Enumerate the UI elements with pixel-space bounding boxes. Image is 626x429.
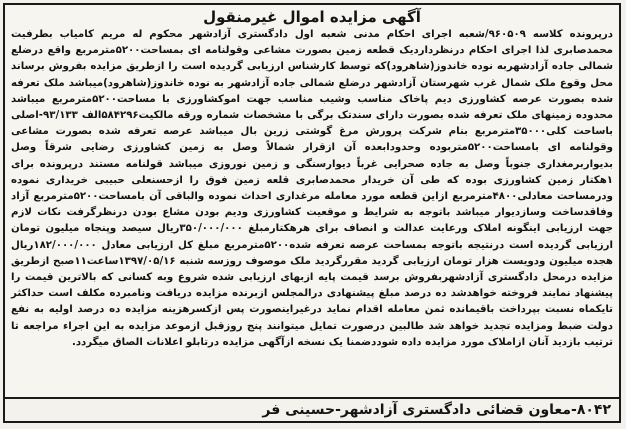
notice-body [5,27,619,351]
notice-footer: ۸۰۴۲-معاون قضائی دادگستری آزادشهر-حسینی فر [5,397,619,421]
auction-notice [3,3,621,423]
notice-title: آگهی مزایده اموال غیرمنقول [203,8,421,26]
notice-body-text: درپرونده کلاسه ۹۶۰۵۰۹/شعبه اجرای احکام مدنی شعبه اول دادگستری آزادشهر محکوم له مریم کامیاب بطرفیت محمدصابری لذا اجرای احکام درنظرداردیک قطعه زمین بصورت مشاعی وقولنامه ای بمساحت۵۲۰۰مترمربع واقع درضلع شمالی جاده آزادشهربه نوده خاندوز(شاهرود)که توسط کارشناس ارزیابی گردیده است را ازطریق مزایده بفروش برساند محل وقوع ملک شمال غرب شهرستان آزادشهر درضلع شمالی جاده آزادشهر به نوده خاندوز(شاهرود)میباشد ملک تعرفه شده بصورت عرصه کشاورزی دیم پاخاک مناسب وشیب مناسب جهت اموکشاورزی با مساحت۵۲۰۰مترمربع میباشد محدوده زمینهای ملک تعرفه شده بصورت دارای سندتک برگی با مشخصات شماره ورقه مالکیت۵۸۴۲۹۶الف ۹۳/۱۳۳-اصلی باساحت کلی۳۵۰۰۰مترمربع بنام شرکت پرورش مرغ گوشتی زرین بال میباشد عرصه تعرفه شده بصورت مشاعی وقولنامه ای بامساحت۵۲۰۰متربوده وحدودابعده آن ازقرار شمالاً وصل به زمین کشاورزی رضایی شرقاً وصل بدیواربرمغداری جنوباً وصل به جاده صحرایی غرباً دیوارسنگی و زمین نوروزی میباشد قولنامه مستند درپرونده برای ۱هکتار زمین کشاورزی بوده که طی آن خریدار محمدصابری قلعه زمین فوق را ازحسنعلی حبیبی خریداری نموده ودرمساحت معادلی۴۸۰۰مترمربع ازاین قطعه مورد معامله مرغداری احداث نموده والباقی آن بامساحت۵۲۰۰مترمربع آزاد وفاقدساخت وسازدیوار میباشد باتوجه به شرایط و موقعیت کشاورزی ودیم بودن مشاع بودن درنظرگرفت نکات لازم جهت ارزیابی اینگونه املاک ورعایت عدالت و انصاف برای هرهکتارمبلغ ۳۵۰/۰۰۰/۰۰۰ریال سیصد وپنجاه میلیون تومان ارزیابی گردیده است درنتیجه باتوجه بمساحت عرصه تعرفه شده۵۲۰۰مترمربع مبلغ کل ارزیابی معادل ۱۸۲/۰۰۰/۰۰۰ریال هجده میلیون ودویست هزار تومان ارزیابی گردید مقررگردید ملک موصوف روزسه شنبه ۱۳۹۷/۰۵/۱۶ساعت۱۱صبح ازطریق مزایده درمحل دادگستری آزادشهربفروش برسد قیمت پایه ازبهای ارزیابی شده شروع وبه کسانی که بالاترین قیمت را پیشنهاد نمایند فروخته خواهدشد ده درصد مبلغ پیشنهادی درالمجلس ازبرنده مزایده دریافت ونامبرده مکلف است حداکثر تایکماه نسبت بپرداخت باقیمانده ثمن معامله اقدام نماید درغیراینصورت پس ازکسرهزینه مزایده ده درصد اولیه به نفع دولت ضبط ومزایده تجدید خواهد شد طالبین درصورت تمایل میتوانند پنج روزقبل ازموعد مزایده به این اجراء مراجعه تا ترتیب بازدید آنان ازاملاک مورد مزایده داده شوددضمنا یک نسخه ازآگهی مزایده درتابلو اعلانات الصاق میگردد. [11,29,614,348]
